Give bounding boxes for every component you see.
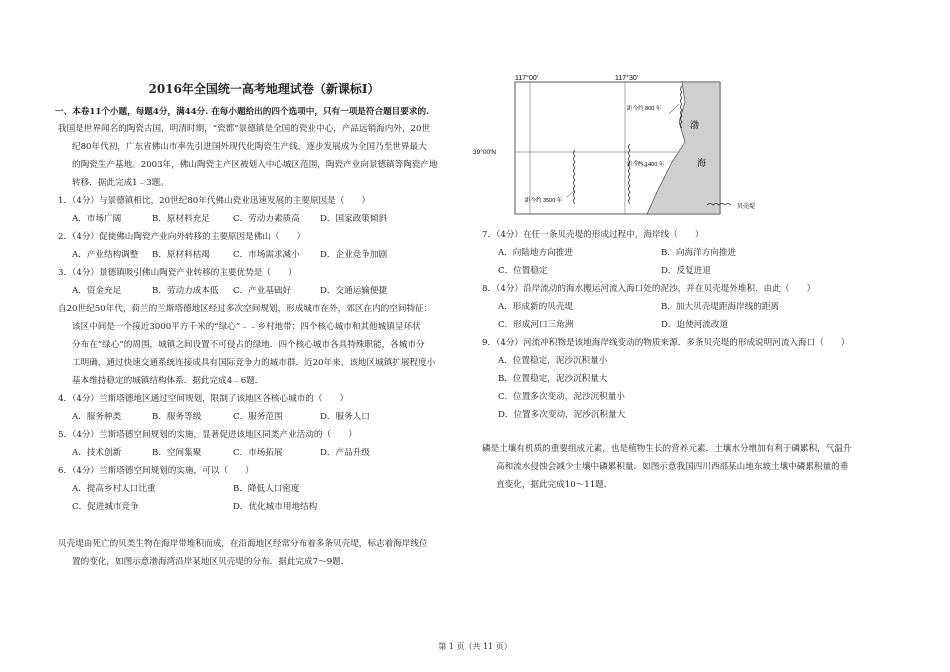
q5-option-b[interactable]: B．空间集聚	[152, 448, 202, 458]
q8-option-a[interactable]: A．形成新的贝壳堤	[498, 302, 573, 312]
label-3500: 距今约 3500 年	[525, 198, 563, 204]
q5-option-a[interactable]: A．技术创新	[72, 448, 122, 458]
q6-option-b[interactable]: B．降低人口密度	[233, 484, 300, 494]
q6-option-a[interactable]: A．提高乡村人口比重	[72, 484, 156, 494]
map-lat: 39°00'N	[473, 149, 496, 156]
q4-option-d[interactable]: D．服务人口	[320, 412, 370, 422]
q3-option-d[interactable]: D．交通运输便捷	[320, 286, 388, 296]
passage4-line: 高和流水侵蚀会减少土壤中磷累积量．如图示意我国四川西部某山地东坡土壤中磷累积量的垂	[496, 462, 849, 472]
passage1-line: 纪80年代初，广东省佛山市率先引进国外现代化陶瓷生产线，逐步发展成为全国乃至世界最大	[72, 142, 427, 152]
q9-option-b[interactable]: B．位置稳定，泥沙沉积量大	[498, 374, 608, 384]
passage2-line: 该区中间是一个接近3000平方千米的“绿心”﹣﹣乡村地带；四个核心城市和其他城镇呈环状	[72, 322, 421, 332]
q2-option-b[interactable]: B．原材料枯竭	[152, 250, 210, 260]
pointer-800	[669, 104, 679, 114]
q4-option-a[interactable]: A．服务种类	[72, 412, 122, 422]
q3-option-a[interactable]: A．资金充足	[72, 286, 122, 296]
question-7-stem: 7．（4分）在任一条贝壳堤的形成过程中，海岸线（ ）	[482, 230, 704, 240]
q1-option-d[interactable]: D．国家政策倾斜	[320, 214, 388, 224]
passage2-line: 分布在“绿心”的周围，城镇之间设置不可侵占的绿地．四个核心城市各具特殊职能，各城市分	[72, 340, 425, 350]
label-1400: 距今约 1400 年	[627, 162, 665, 168]
q7-option-c[interactable]: C．位置稳定	[498, 266, 548, 276]
sea-label-2: 海	[697, 159, 707, 169]
question-2-stem: 2．（4分）促使佛山陶瓷产业向外转移的主要原因是佛山（ ）	[58, 232, 306, 242]
question-4-stem: 4．（4分）兰斯塔德地区通过空间规划，限制了该地区各核心城市的（ ）	[58, 394, 349, 404]
q8-option-d[interactable]: D．迫使河流改道	[661, 320, 729, 330]
passage2-line: 工明确，通过快速交通系统连接成具有国际竞争力的城市群．近20年来，该地区城镇扩展程度小	[72, 358, 436, 368]
passage1-line: 的陶瓷生产基地。2003年，佛山陶瓷主产区被划入中心城区范围，陶瓷产业向景德镇等陶瓷产地	[72, 160, 438, 170]
legend-label: 贝壳堤	[737, 204, 756, 210]
q3-option-b[interactable]: B．劳动力成本低	[152, 286, 219, 296]
q2-option-d[interactable]: D．企业竞争加剧	[320, 250, 388, 260]
question-8-stem: 8．（4分）沿岸流动的海水搬运河流入海口处的泥沙，并在贝壳堤外堆积．由此（ ）	[482, 284, 816, 294]
passage3-line: 置的变化，如图示意渤海湾沿岸某地区贝壳堤的分布．据此完成7～9题．	[72, 557, 350, 567]
q7-option-b[interactable]: B．向海洋方向推进	[661, 248, 737, 258]
passage1-line: 转移．据此完成1﹣3题。	[72, 178, 169, 188]
q8-option-c[interactable]: C．形成河口三角洲	[498, 320, 574, 330]
q6-option-c[interactable]: C．促进城市竞争	[72, 502, 139, 512]
q2-option-c[interactable]: C．市场需求减小	[233, 250, 300, 260]
question-9-stem: 9．（4分）河流冲积物是该地海岸线变动的物质来源．多条贝壳堤的形成说明河流入海口（ ）	[482, 338, 850, 348]
q8-option-b[interactable]: B．加大贝壳堤距海岸线的距离	[661, 302, 780, 312]
q9-option-d[interactable]: D．位置多次变动，泥沙沉积量大	[498, 410, 626, 420]
passage3-line: 贝壳堤由死亡的贝类生物在海岸带堆积而成，在沿海地区经常分布着多条贝壳堤，标志着海岸线位	[58, 539, 428, 549]
map-lon2: 117°30'	[615, 75, 639, 82]
q7-option-a[interactable]: A．向陆地方向推进	[498, 248, 573, 258]
map-lon1: 117°00'	[515, 75, 539, 82]
q4-option-b[interactable]: B．服务等级	[152, 412, 202, 422]
shell-ridge	[574, 150, 576, 204]
q1-option-b[interactable]: B．原材料充足	[152, 214, 210, 224]
q1-option-a[interactable]: A．市场广阔	[72, 214, 122, 224]
sea-area	[647, 82, 720, 214]
q5-option-d[interactable]: D．产品升级	[320, 448, 370, 458]
q9-option-c[interactable]: C．位置多次变动，泥沙沉积量小	[498, 392, 625, 402]
q1-option-c[interactable]: C．劳动力素质高	[233, 214, 300, 224]
passage2-line: 基本维持稳定的城镇结构体系．据此完成4﹣6题．	[72, 376, 264, 386]
q3-option-c[interactable]: C．产业基础好	[233, 286, 292, 296]
q2-option-a[interactable]: A．产业结构调整	[72, 250, 139, 260]
label-800: 距今约 800 年	[627, 106, 662, 112]
q4-option-c[interactable]: C．服务范围	[233, 412, 283, 422]
shell-ridge	[629, 144, 631, 204]
question-6-stem: 6．（4分）兰斯塔德空间规划的实施，可以（ ）	[58, 466, 254, 476]
passage2-line: 自20世纪50年代，荷兰的兰斯塔德地区经过多次空间规划，形成城市在外，郊区在内的空间特征：	[58, 304, 433, 314]
passage4-line: 直变化，据此完成10～11题．	[496, 480, 613, 490]
sea-label-1: 渤	[690, 121, 700, 131]
q6-option-d[interactable]: D．优化城市用地结构	[233, 502, 318, 512]
q9-option-a[interactable]: A．位置稳定，泥沙沉积量小	[498, 356, 608, 366]
shell-ridge-map	[473, 72, 847, 218]
q5-option-c[interactable]: C．市场拓展	[233, 448, 283, 458]
q7-option-d[interactable]: D．反复进退	[661, 266, 711, 276]
passage4-line: 磷是土壤有机质的重要组成元素，也是植物生长的营养元素．土壤水分增加有利于磷累积，气温升	[482, 444, 852, 454]
page-title: 2016年全国统一高考地理试卷（新课标Ⅰ）	[148, 82, 380, 96]
passage1-line: 我国是世界闻名的陶瓷古国，明清时期，“瓷都”景德镇是全国的瓷业中心，产品远销海内外，20世	[58, 124, 431, 134]
page-footer: 第 1 页（共 11 页）	[438, 642, 512, 651]
section-header: 一、本卷11个小题，每题4分，满44分. 在每小题给出的四个选项中，只有一项是符合题目要求的.	[55, 107, 430, 117]
question-1-stem: 1．（4分）与景德镇相比，20世纪80年代佛山瓷业迅速发展的主要原因是（ ）	[58, 196, 371, 206]
question-5-stem: 5．（4分）兰斯塔德空间规划的实施，显著促进该地区同类产业活动的（ ）	[58, 430, 357, 440]
question-3-stem: 3．（4分）景德镇吸引佛山陶瓷产业转移的主要优势是（ ）	[58, 268, 297, 278]
